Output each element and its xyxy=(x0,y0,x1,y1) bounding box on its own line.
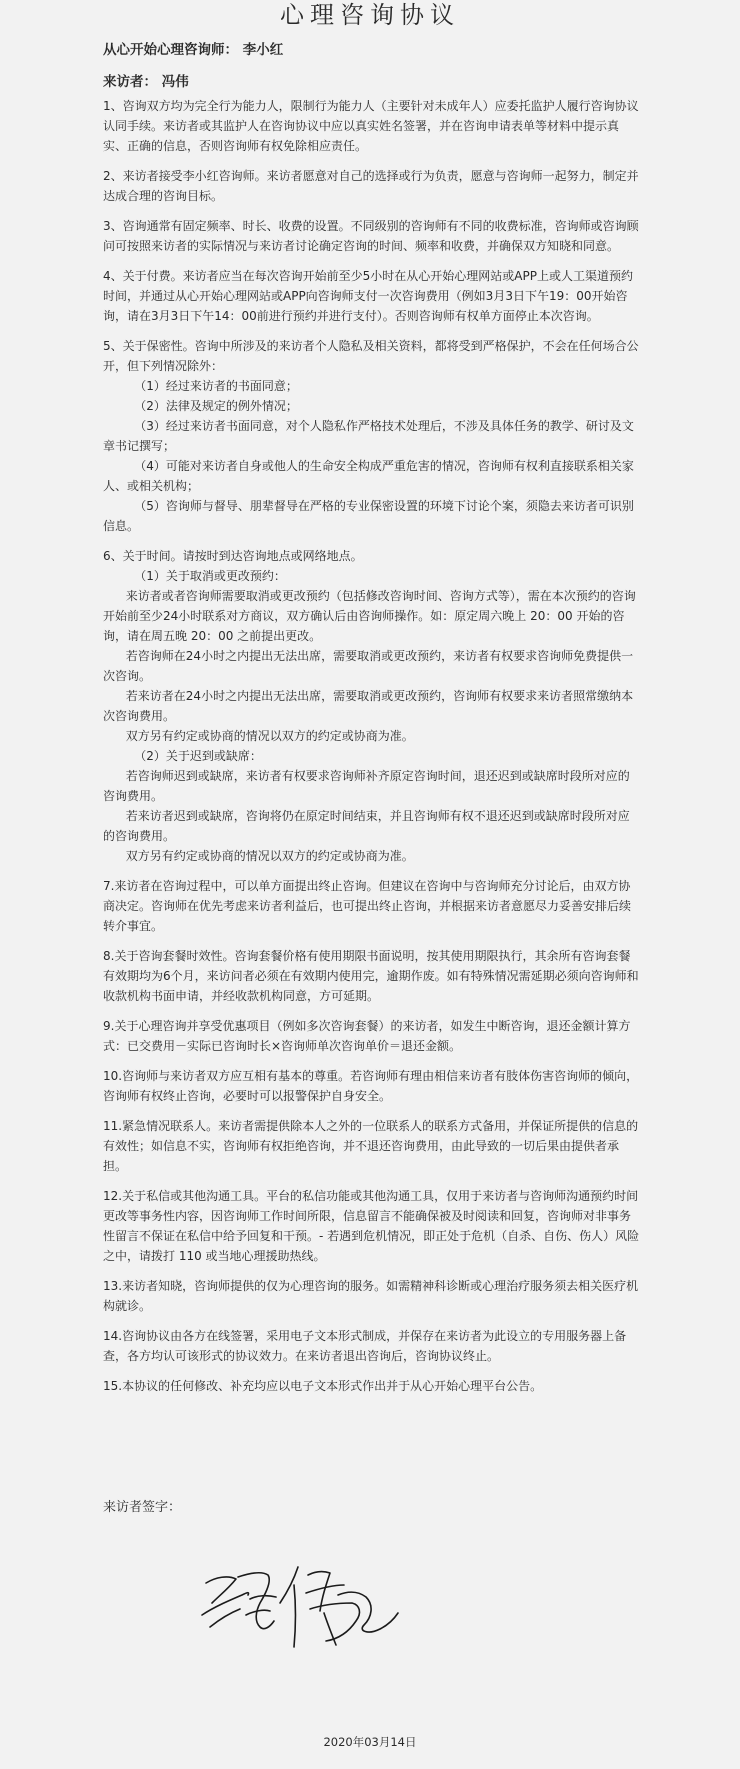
clause-14: 14.咨询协议由各方在线签署，采用电子文本形式制成，并保存在来访者为此设立的专用服务器上备查，各方均认可该形式的协议效力。在来访者退出咨询后，咨询协议终止。 xyxy=(103,1329,627,1363)
sign-date: 2020年03月14日 xyxy=(323,1735,417,1749)
clause-6-sub-1-para-b: 若咨询师在24小时之内提出无法出席，需要取消或更改预约，来访者有权要求咨询师免费提供一次咨询。 xyxy=(103,649,634,683)
clause-12: 12.关于私信或其他沟通工具。平台的私信功能或其他沟通工具，仅用于来访者与咨询师沟通预约时间更改等事务性内容，因咨询师工作时间所限，信息留言不能确保被及时阅读和回复，咨询师对非事务性留言不保证在私信中给予回复和干预。- 若遇到危机情况，即正处于危机（自杀、自伤、伤人）风险之中，请拨打 110 或当地心理援助热线。 xyxy=(103,1189,640,1263)
clause-2: 2、来访者接受李小红咨询师。来访者愿意对自己的选择或行为负责，愿意与咨询师一起努力，制定并达成合理的咨询目标。 xyxy=(103,169,639,203)
clause-5: 5、关于保密性。咨询中所涉及的来访者个人隐私及相关资料，都将受到严格保护，不会在任何场合公开，但下列情况除外： xyxy=(103,339,639,373)
clause-3: 3、咨询通常有固定频率、时长、收费的设置。不同级别的咨询师有不同的收费标准，咨询师或咨询顾问可按照来访者的实际情况与来访者讨论确定咨询的时间、频率和收费，并确保双方知晓和同意。 xyxy=(103,219,639,253)
clause-5-item-3: （3）经过来访者书面同意，对个人隐私作严格技术处理后，不涉及具体任务的教学、研讨及文章书记撰写； xyxy=(103,419,634,453)
signature-label: 来访者签字： xyxy=(103,1500,182,1515)
clause-5-item-2: （2）法律及规定的例外情况； xyxy=(134,399,298,413)
clause-13: 13.来访者知晓，咨询师提供的仅为心理咨询的服务。如需精神科诊断或心理治疗服务须去相关医疗机构就诊。 xyxy=(103,1279,639,1313)
clause-6: 6、关于时间。请按时到达咨询地点或网络地点。 xyxy=(103,549,363,563)
clause-6-sub-2-para-a: 若咨询师迟到或缺席，来访者有权要求咨询师补齐原定咨询时间，退还迟到或缺席时段所对应的咨询费用。 xyxy=(103,769,630,803)
clause-6-sub-1-para-a: 来访者或者咨询师需要取消或更改预约（包括修改咨询时间、咨询方式等），需在本次预约的咨询开始前至少24小时联系对方商议，双方确认后由咨询师操作。如：原定周六晚上 20：00 开始的咨询，请在周五晚 20：00 之前提出更改。 xyxy=(103,589,636,643)
clause-11: 11.紧急情况联系人。来访者需提供除本人之外的一位联系人的联系方式备用，并保证所提供的信息的有效性；如信息不实，咨询师有权拒绝咨询，并不退还咨询费用，由此导致的一切后果由提供者承担。 xyxy=(103,1119,639,1173)
clause-6-sub-1: （1）关于取消或更改预约： xyxy=(134,569,286,583)
clause-7: 7.来访者在咨询过程中，可以单方面提出终止咨询。但建议在咨询中与咨询师充分讨论后，由双方协商决定。咨询师在优先考虑来访者利益后，也可提出终止咨询，并根据来访者意愿尽力妥善安排后续转介事宜。 xyxy=(103,879,632,933)
clause-5-item-4: （4）可能对来访者自身或他人的生命安全构成严重危害的情况，咨询师有权利直接联系相关家人、或相关机构； xyxy=(103,459,634,493)
page-title: 心理咨询协议 xyxy=(280,1,460,29)
clause-6-sub-2-para-c: 双方另有约定或协商的情况以双方的约定或协商为准。 xyxy=(125,849,414,863)
clause-15: 15.本协议的任何修改、补充均应以电子文本形式作出并于从心开始心理平台公告。 xyxy=(103,1379,543,1393)
clause-9: 9.关于心理咨询并享受优惠项目（例如多次咨询套餐）的来访者，如发生中断咨询，退还金额计算方式：已交费用－实际已咨询时长×咨询师单次咨询单价＝退还金额。 xyxy=(103,1019,631,1053)
clause-6-sub-1-para-d: 双方另有约定或协商的情况以双方的约定或协商为准。 xyxy=(125,729,414,743)
clause-8: 8.关于咨询套餐时效性。咨询套餐价格有使用期限书面说明，按其使用期限执行，其余所有咨询套餐有效期均为6个月，来访问者必须在有效期内使用完，逾期作废。如有特殊情况需延期必须向咨询师和收款机构书面申请，并经收款机构同意，方可延期。 xyxy=(103,949,639,1003)
agreement-body xyxy=(103,96,640,1406)
clause-4: 4、关于付费。来访者应当在每次咨询开始前至少5小时在从心开始心理网站或APP上或人工渠道预约时间，并通过从心开始心理网站或APP向咨询师支付一次咨询费用（例如3月3日下午19：00开始咨询，请在3月3日下午14：00前进行预约并进行支付）。否则咨询师有权单方面停止本次咨询。 xyxy=(103,269,633,323)
counselor-line: 从心开始心理咨询师： 李小红 xyxy=(103,42,284,58)
clause-10: 10.咨询师与来访者双方应互相有基本的尊重。若咨询师有理由相信来访者有肢体伤害咨询师的倾向，咨询师有权终止咨询，必要时可以报警保护自身安全。 xyxy=(103,1069,639,1103)
clause-1: 1、咨询双方均为完全行为能力人，限制行为能力人（主要针对未成年人）应委托监护人履行咨询协议认同手续。来访者或其监护人在咨询协议中应以真实姓名签署，并在咨询申请表单等材料中提示真实、正确的信息，否则咨询师有权免除相应责任。 xyxy=(103,99,639,153)
clause-5-item-5: （5）咨询师与督导、朋辈督导在严格的专业保密设置的环境下讨论个案，须隐去来访者可识别信息。 xyxy=(103,499,634,533)
clause-5-item-1: （1）经过来访者的书面同意； xyxy=(134,379,298,393)
client-line: 来访者： 冯伟 xyxy=(103,74,189,90)
handwritten-signature xyxy=(198,1555,408,1665)
clause-6-sub-2-para-b: 若来访者迟到或缺席，咨询将仍在原定时间结束，并且咨询师有权不退还迟到或缺席时段所对应的咨询费用。 xyxy=(103,809,630,843)
clause-6-sub-2: （2）关于迟到或缺席： xyxy=(134,749,262,763)
clause-6-sub-1-para-c: 若来访者在24小时之内提出无法出席，需要取消或更改预约，咨询师有权要求来访者照常缴纳本次咨询费用。 xyxy=(103,689,634,723)
